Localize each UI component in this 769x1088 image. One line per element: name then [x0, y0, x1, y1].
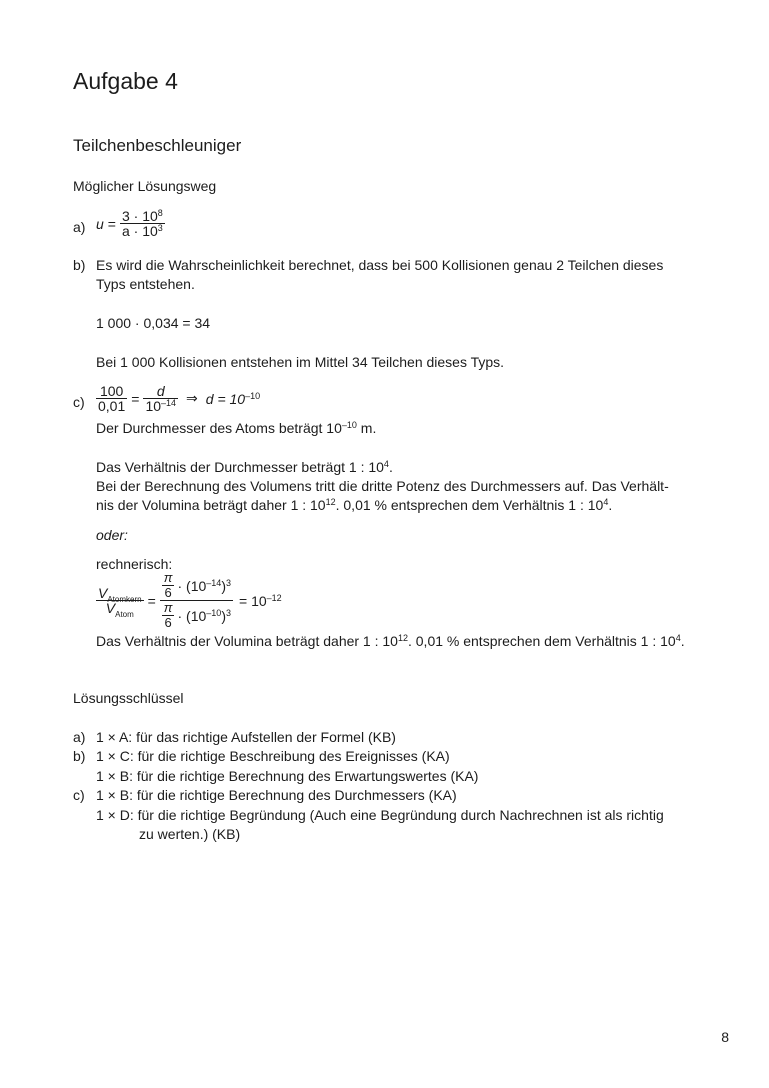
c2-den-exp: –14 [161, 398, 177, 408]
d-equation: d = 10 [205, 390, 246, 407]
v-fraction: $\frac{V_{Atomkern}}{V_{Atom}}$ [98, 585, 142, 619]
fraction-a [120, 209, 165, 238]
solution-heading: Möglicher Lösungsweg [73, 178, 217, 194]
key-label-b: b) [73, 748, 86, 764]
key-label-c: c) [73, 787, 85, 803]
frac-den: a · 10 [121, 223, 158, 239]
b-calc: 1 000 · 0,034 = 34 [96, 315, 211, 331]
c-final: Das Verhältnis der Volumina beträgt daher 1 : $10^{12}$. 0,01 % entsprechen dem Verhältnis 1 : $10^4$. [96, 633, 685, 649]
formula-a [96, 209, 165, 238]
subtitle: Teilchenbeschleuniger [73, 136, 242, 155]
frac-num: 3 · 10 [121, 208, 158, 224]
label-c: c) [73, 394, 85, 410]
oder-label: oder: [96, 527, 128, 543]
b-line2: Typs entstehen. [96, 276, 195, 292]
c-vol-line2: nis der Volumina beträgt daher 1 : $10^{12}$. 0,01 % entsprechen dem Verhältnis 1 : $10^4$. [96, 497, 613, 513]
implies-arrow: ⇒ [186, 390, 198, 406]
equals-v: = [147, 592, 156, 609]
c1-den: 0,01 [98, 398, 126, 414]
rechnerisch-label: rechnerisch: [96, 556, 173, 572]
equals: = [107, 215, 116, 232]
page-title: Aufgabe 4 [73, 68, 178, 94]
key-heading: Lösungsschlüssel [73, 690, 184, 706]
equals-c: = [131, 390, 140, 407]
frac-num-exp: 8 [157, 208, 163, 218]
page-number: 8 [721, 1029, 729, 1045]
b-result: Bei 1 000 Kollisionen entstehen im Mittel 34 Teilchen dieses Typs. [96, 354, 505, 370]
volume-formula: $\frac{V_{Atomkern}}{V_{Atom}}$ = $\frac{\pi}{6}$ · $(10^{-14})^3$ $\frac{\pi}{6}$ · $(10^{-10})^3$ = $10^{-12}$ [98, 570, 282, 630]
label-b: b) [73, 257, 86, 273]
c-vol-line1: Bei der Berechnung des Volumens tritt die dritte Potenz des Durchmessers auf. Das Verhält- [96, 478, 669, 494]
key-item: 1 × B: für die richtige Berechnung des Durchmessers (KA) [96, 787, 457, 803]
fraction-c1 [96, 384, 127, 413]
key-item: 1 × C: für die richtige Beschreibung des Ereignisses (KA) [96, 748, 450, 764]
fraction-c2 [143, 384, 178, 413]
formula-c [96, 384, 260, 413]
key-item: 1 × D: für die richtige Begründung (Auch eine Begründung durch Nachrechnen ist als richtig [96, 807, 664, 823]
label-a: a) [73, 219, 86, 235]
c1-num: 100 [99, 383, 124, 399]
compound-fraction: $\frac{\pi}{6}$ · $(10^{-14})^3$ $\frac{\pi}{6}$ · $(10^{-10})^3$ [160, 571, 233, 630]
key-item: 1 × A: für das richtige Aufstellen der Formel (KB) [96, 729, 396, 745]
c-ratio: Das Verhältnis der Durchmesser beträgt 1 : $10^4$. [96, 459, 393, 475]
c-diameter: Der Durchmesser des Atoms beträgt $10^{-10}$ m. [96, 420, 377, 436]
c2-num: d [156, 383, 165, 399]
d-exp: –10 [245, 390, 261, 401]
var-u: u [96, 215, 104, 232]
frac-den-exp: 3 [157, 223, 163, 233]
key-item: 1 × B: für die richtige Berechnung des Erwartungswertes (KA) [96, 768, 479, 784]
b-line1: Es wird die Wahrscheinlichkeit berechnet, dass bei 500 Kollisionen genau 2 Teilchen dieses [96, 257, 664, 273]
c2-den: 10 [145, 398, 162, 414]
key-label-a: a) [73, 729, 86, 745]
key-item: zu werten.) (KB) [139, 826, 241, 842]
